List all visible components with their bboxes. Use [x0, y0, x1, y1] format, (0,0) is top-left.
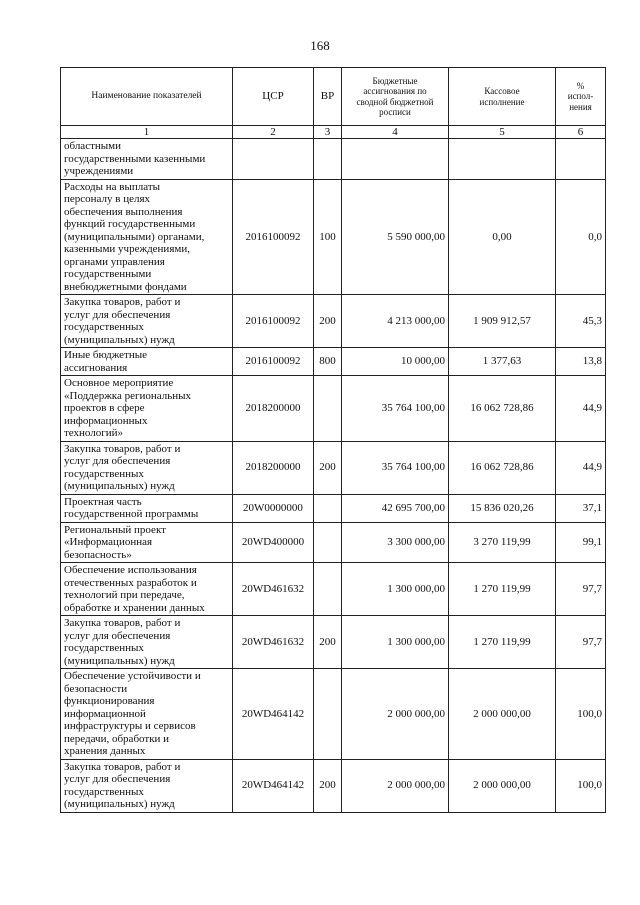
row-cash: 3 270 119,99 — [449, 522, 556, 563]
row-percent: 44,9 — [556, 376, 606, 442]
row-cash: 2 000 000,00 — [449, 669, 556, 760]
row-percent: 37,1 — [556, 494, 606, 522]
table-row — [61, 759, 606, 812]
column-number: 2 — [233, 126, 314, 139]
row-assignments: 2 000 000,00 — [342, 669, 449, 760]
row-name: Иные бюджетные ассигнования — [61, 348, 233, 376]
table-row — [61, 563, 606, 616]
row-cash: 1 377,63 — [449, 348, 556, 376]
column-number: 4 — [342, 126, 449, 139]
page-number: 168 — [310, 38, 330, 53]
row-vr: 100 — [314, 179, 342, 295]
row-vr: 800 — [314, 348, 342, 376]
row-cash — [449, 139, 556, 180]
row-assignments: 4 213 000,00 — [342, 295, 449, 348]
row-name: Закупка товаров, работ и услуг для обеспечения государственных (муниципальных) нужд — [61, 616, 233, 669]
row-name: Региональный проект «Информационная безопасность» — [61, 522, 233, 563]
row-name: Проектная часть государственной программы — [61, 494, 233, 522]
row-percent: 100,0 — [556, 759, 606, 812]
row-vr: 200 — [314, 295, 342, 348]
row-percent: 97,7 — [556, 616, 606, 669]
table-row — [61, 179, 606, 295]
header-assignments: Бюджетные ассигнования по сводной бюджетной росписи — [342, 68, 449, 126]
row-vr — [314, 669, 342, 760]
row-assignments: 3 300 000,00 — [342, 522, 449, 563]
row-csr: 2016100092 — [233, 179, 314, 295]
column-number: 3 — [314, 126, 342, 139]
row-percent: 13,8 — [556, 348, 606, 376]
row-name: Основное мероприятие «Поддержка региональных проектов в сфере информационных технологий» — [61, 376, 233, 442]
row-cash: 1 270 119,99 — [449, 563, 556, 616]
row-csr: 2016100092 — [233, 348, 314, 376]
row-vr: 200 — [314, 759, 342, 812]
row-csr: 20WD461632 — [233, 563, 314, 616]
row-vr: 200 — [314, 441, 342, 494]
table-row — [61, 348, 606, 376]
row-vr — [314, 522, 342, 563]
header-cash-execution: Кассовое исполнение — [449, 68, 556, 126]
column-number-row — [61, 126, 606, 139]
table-row — [61, 441, 606, 494]
header-name: Наименование показателей — [61, 68, 233, 126]
row-name: Закупка товаров, работ и услуг для обеспечения государственных (муниципальных) нужд — [61, 441, 233, 494]
row-csr — [233, 139, 314, 180]
row-name: областными государственными казенными учреждениями — [61, 139, 233, 180]
header-csr: ЦСР — [233, 68, 314, 126]
row-name: Обеспечение использования отечественных разработок и технологий при передаче, обработке и хранении данных — [61, 563, 233, 616]
header-percent: % испол- нения — [556, 68, 606, 126]
row-percent: 0,0 — [556, 179, 606, 295]
column-number: 1 — [61, 126, 233, 139]
row-cash: 15 836 020,26 — [449, 494, 556, 522]
row-name: Закупка товаров, работ и услуг для обеспечения государственных (муниципальных) нужд — [61, 759, 233, 812]
row-assignments: 35 764 100,00 — [342, 441, 449, 494]
column-number: 6 — [556, 126, 606, 139]
row-cash: 1 270 119,99 — [449, 616, 556, 669]
row-percent: 44,9 — [556, 441, 606, 494]
row-assignments: 42 695 700,00 — [342, 494, 449, 522]
row-vr — [314, 376, 342, 442]
row-percent: 100,0 — [556, 669, 606, 760]
row-assignments: 1 300 000,00 — [342, 563, 449, 616]
table-row — [61, 139, 606, 180]
header-row — [61, 68, 606, 126]
row-vr — [314, 139, 342, 180]
row-assignments: 2 000 000,00 — [342, 759, 449, 812]
row-cash: 2 000 000,00 — [449, 759, 556, 812]
row-percent — [556, 139, 606, 180]
table-row — [61, 522, 606, 563]
table-row — [61, 295, 606, 348]
row-cash: 16 062 728,86 — [449, 376, 556, 442]
row-csr: 2016100092 — [233, 295, 314, 348]
row-csr: 20WD400000 — [233, 522, 314, 563]
row-csr: 2018200000 — [233, 441, 314, 494]
row-percent: 45,3 — [556, 295, 606, 348]
row-name: Расходы на выплаты персоналу в целях обеспечения выполнения функций государственными (муниципальными) органами, казенными учреждениями, органами управления государственными внебюджетными фондами — [61, 179, 233, 295]
row-csr: 20WD464142 — [233, 759, 314, 812]
table-row — [61, 669, 606, 760]
row-assignments: 35 764 100,00 — [342, 376, 449, 442]
row-assignments — [342, 139, 449, 180]
row-vr — [314, 494, 342, 522]
row-vr — [314, 563, 342, 616]
table-row — [61, 376, 606, 442]
row-cash: 16 062 728,86 — [449, 441, 556, 494]
table-row — [61, 494, 606, 522]
row-percent: 97,7 — [556, 563, 606, 616]
table-row — [61, 616, 606, 669]
row-cash: 1 909 912,57 — [449, 295, 556, 348]
row-assignments: 1 300 000,00 — [342, 616, 449, 669]
row-vr: 200 — [314, 616, 342, 669]
row-cash: 0,00 — [449, 179, 556, 295]
row-assignments: 10 000,00 — [342, 348, 449, 376]
row-csr: 20WD464142 — [233, 669, 314, 760]
row-csr: 20W0000000 — [233, 494, 314, 522]
row-csr: 2018200000 — [233, 376, 314, 442]
row-name: Закупка товаров, работ и услуг для обеспечения государственных (муниципальных) нужд — [61, 295, 233, 348]
row-name: Обеспечение устойчивости и безопасности функционирования информационной инфраструктуры и сервисов передачи, обработки и хранения данных — [61, 669, 233, 760]
row-csr: 20WD461632 — [233, 616, 314, 669]
row-percent: 99,1 — [556, 522, 606, 563]
column-number: 5 — [449, 126, 556, 139]
row-assignments: 5 590 000,00 — [342, 179, 449, 295]
header-vr: ВР — [314, 68, 342, 126]
budget-table — [60, 67, 606, 813]
